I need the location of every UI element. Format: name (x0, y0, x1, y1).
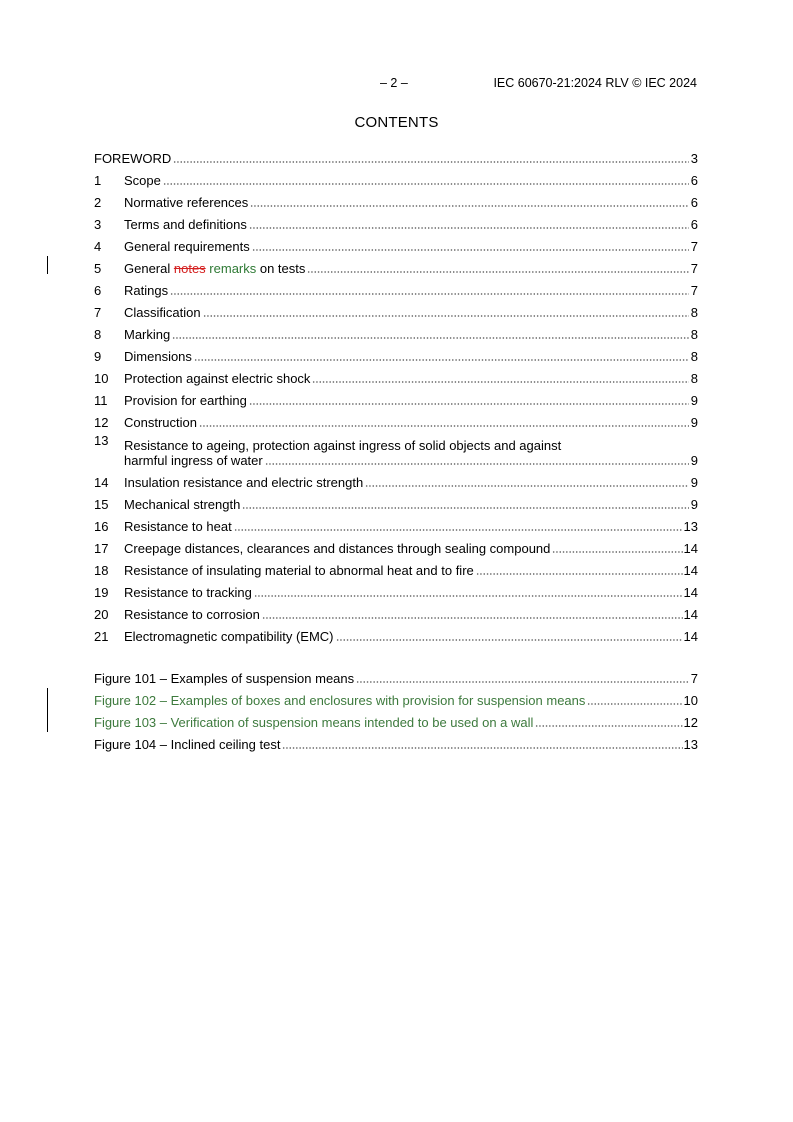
figure-entry-title: Figure 104 – Inclined ceiling test (94, 737, 281, 752)
toc-entry-title: Resistance of insulating material to abnormal heat and to fire (124, 563, 474, 578)
toc-page-number: 6 (690, 195, 698, 210)
dot-leader (587, 703, 682, 705)
toc-page-number: 8 (690, 349, 698, 364)
dot-leader (203, 315, 689, 317)
figure-entry[interactable] (94, 664, 698, 686)
figure-list (94, 664, 698, 752)
figure-entry[interactable] (94, 708, 698, 730)
toc-entry[interactable] (94, 430, 698, 468)
toc-entry-title: Scope (124, 173, 161, 188)
toc-entry-title: Ratings (124, 283, 169, 298)
toc-page-number: 8 (690, 305, 698, 320)
toc-page-number: 14 (683, 541, 698, 556)
deleted-text: notes (173, 261, 206, 276)
toc-entry[interactable] (94, 534, 698, 556)
toc-entry-title (124, 261, 305, 276)
figure-entry[interactable] (94, 686, 698, 708)
dot-leader (199, 425, 689, 427)
toc-entry-title: General requirements (124, 239, 250, 254)
dot-leader (552, 551, 682, 553)
toc-page-number: 9 (690, 393, 698, 408)
toc-entry[interactable] (94, 166, 698, 188)
toc-entry[interactable] (94, 298, 698, 320)
toc-page-number: 14 (683, 607, 698, 622)
dot-leader (163, 183, 689, 185)
toc-entry[interactable] (94, 468, 698, 490)
toc-page-number: 14 (683, 629, 698, 644)
figure-page-number: 7 (690, 671, 698, 686)
toc-page-number: 7 (690, 261, 698, 276)
figure-page-number: 10 (683, 693, 698, 708)
page-number: – 2 – (380, 76, 408, 90)
toc-page-number: 6 (690, 217, 698, 232)
figure-page-number: 13 (683, 737, 698, 752)
dot-leader (242, 507, 689, 509)
toc-clause-number: 8 (94, 327, 102, 342)
toc-entry[interactable] (94, 364, 698, 386)
dot-leader (252, 249, 689, 251)
toc-entry[interactable] (94, 232, 698, 254)
toc-page-number: 9 (690, 453, 698, 468)
toc-clause-number: 10 (94, 371, 109, 386)
toc-page-number: 3 (690, 151, 698, 166)
dot-leader (254, 595, 683, 597)
toc-page-number: 6 (690, 173, 698, 188)
toc-clause-number: 7 (94, 305, 102, 320)
toc-entry-title: Creepage distances, clearances and distances through sealing compound (124, 541, 551, 556)
toc-entry[interactable] (94, 386, 698, 408)
toc-page-number: 14 (683, 563, 698, 578)
toc-entry-title: Construction (124, 415, 197, 430)
toc-clause-number: 16 (94, 519, 109, 534)
toc-entry[interactable] (94, 622, 698, 644)
dot-leader (476, 573, 683, 575)
dot-leader (234, 529, 683, 531)
toc-entry-foreword[interactable] (94, 144, 698, 166)
toc-entry-title: Marking (124, 327, 171, 342)
toc-entry-title: Protection against electric shock (124, 371, 311, 386)
dot-leader (356, 681, 689, 683)
toc-clause-number: 13 (94, 433, 109, 448)
dot-leader (262, 617, 683, 619)
document-id: IEC 60670-21:2024 RLV © IEC 2024 (493, 76, 697, 90)
toc-entry[interactable] (94, 254, 698, 276)
dot-leader (535, 725, 682, 727)
toc-entry-title: Mechanical strength (124, 497, 241, 512)
toc-page-number: 9 (690, 415, 698, 430)
toc-entry[interactable] (94, 600, 698, 622)
toc-clause-number: 19 (94, 585, 109, 600)
toc-entry[interactable] (94, 320, 698, 342)
dot-leader (194, 359, 689, 361)
figure-entry-title: Figure 102 – Examples of boxes and enclosures with provision for suspension means (94, 693, 586, 708)
figure-page-number: 12 (683, 715, 698, 730)
toc-page-number: 9 (690, 475, 698, 490)
toc-clause-number: 18 (94, 563, 109, 578)
figure-entry-title: Figure 103 – Verification of suspension means intended to be used on a wall (94, 715, 534, 730)
toc-entry-title: Dimensions (124, 349, 192, 364)
toc-page-number: 8 (690, 327, 698, 342)
toc-entry-title: Resistance to corrosion (124, 607, 260, 622)
dot-leader (365, 485, 689, 487)
toc-entry-title: Terms and definitions (124, 217, 247, 232)
toc-entry-title: Provision for earthing (124, 393, 247, 408)
change-bar (47, 256, 48, 274)
toc-entry[interactable] (94, 512, 698, 534)
inserted-text: remarks (205, 261, 257, 276)
toc-entry-title-line2: harmful ingress of water (124, 453, 263, 468)
toc-entry[interactable] (94, 556, 698, 578)
dot-leader (170, 293, 689, 295)
toc-clause-number: 5 (94, 261, 102, 276)
dot-leader (312, 381, 689, 383)
dot-leader (282, 747, 682, 749)
toc-entry-title: Resistance to heat (124, 519, 232, 534)
toc-clause-number: 20 (94, 607, 109, 622)
toc-page-number: 7 (690, 283, 698, 298)
dot-leader (336, 639, 683, 641)
title-text: on tests (256, 261, 306, 276)
page-header (0, 76, 793, 92)
toc-page-number: 8 (690, 371, 698, 386)
toc-clause-number: 11 (94, 393, 108, 408)
toc-entry-title-line1: Resistance to ageing, protection against ingress of solid objects and against (124, 438, 562, 453)
toc-clause-number: 2 (94, 195, 102, 210)
toc-entry-title: Resistance to tracking (124, 585, 252, 600)
dot-leader (173, 161, 689, 163)
toc-entry[interactable] (94, 578, 698, 600)
change-bar (47, 688, 48, 732)
toc-entry[interactable] (94, 276, 698, 298)
toc-page-number: 13 (683, 519, 698, 534)
dot-leader (265, 463, 689, 465)
toc-clause-number: 17 (94, 541, 109, 556)
figure-entry[interactable] (94, 730, 698, 752)
toc-entry-title: Electromagnetic compatibility (EMC) (124, 629, 334, 644)
toc-clause-number: 3 (94, 217, 102, 232)
dot-leader (249, 403, 689, 405)
title-text: General (124, 261, 174, 276)
contents-title: CONTENTS (354, 114, 439, 131)
toc-entry-title: Insulation resistance and electric strength (124, 475, 364, 490)
toc-entry-title: FOREWORD (94, 151, 172, 166)
dot-leader (250, 205, 689, 207)
toc-clause-number: 12 (94, 415, 109, 430)
dot-leader (249, 227, 689, 229)
toc-clause-number: 9 (94, 349, 102, 364)
toc-entry-title: Normative references (124, 195, 249, 210)
toc-entry[interactable] (94, 188, 698, 210)
toc-page-number: 7 (690, 239, 698, 254)
toc-page-number: 9 (690, 497, 698, 512)
toc-entry[interactable] (94, 408, 698, 430)
toc-clause-number: 21 (94, 629, 109, 644)
toc-page-number: 14 (683, 585, 698, 600)
toc-entry[interactable] (94, 490, 698, 512)
toc-entry[interactable] (94, 342, 698, 364)
toc-clause-number: 4 (94, 239, 102, 254)
toc-list (94, 144, 698, 644)
toc-entry[interactable] (94, 210, 698, 232)
toc-clause-number: 1 (94, 173, 102, 188)
toc-clause-number: 15 (94, 497, 109, 512)
toc-clause-number: 6 (94, 283, 102, 298)
dot-leader (307, 271, 689, 273)
toc-entry-title: Classification (124, 305, 201, 320)
toc-clause-number: 14 (94, 475, 109, 490)
figure-entry-title: Figure 101 – Examples of suspension means (94, 671, 355, 686)
dot-leader (172, 337, 689, 339)
